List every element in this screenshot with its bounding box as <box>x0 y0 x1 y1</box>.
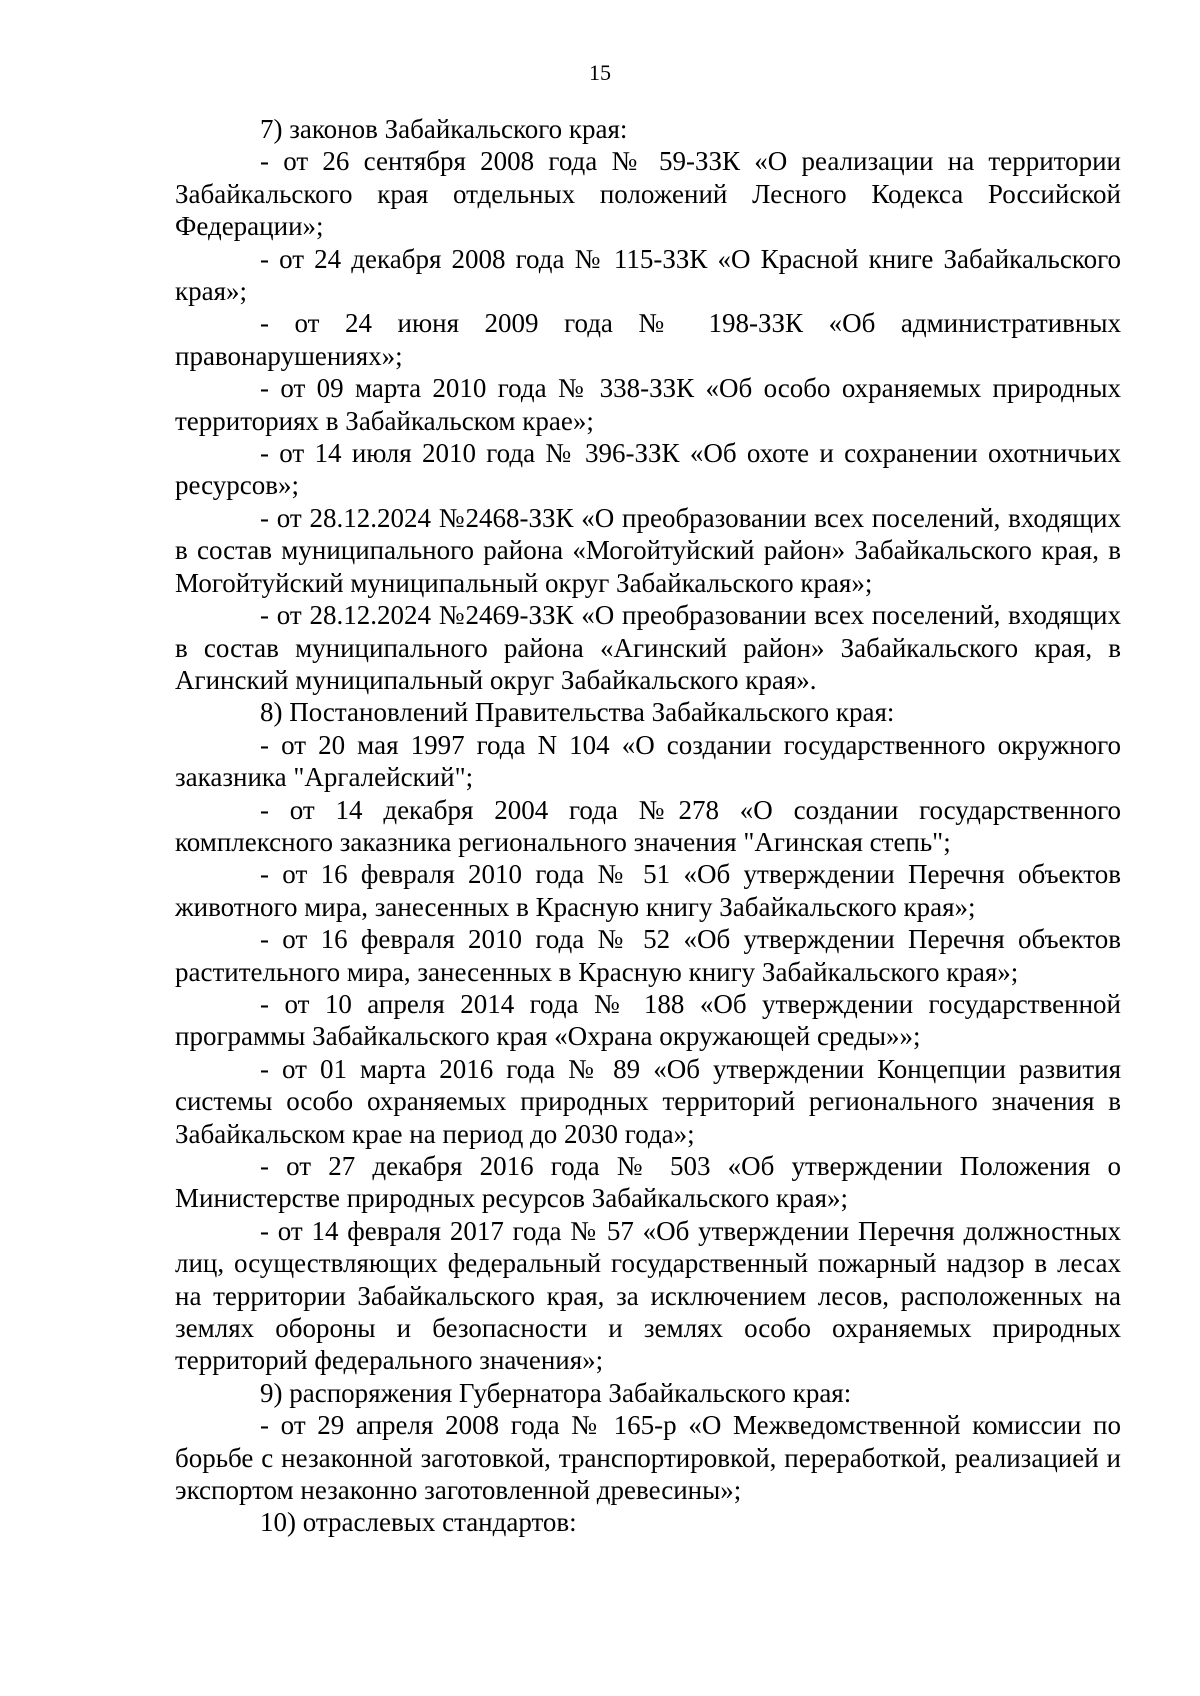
list-item: - от 29 апреля 2008 года № 165-р «О Межведомственной комиссии по борьбе с незаконной заготовкой, транспортировкой, переработкой, реализацией и экспортом незаконно заготовленной древесины»; <box>175 1410 1121 1506</box>
section-heading-laws: 7) законов Забайкальского края: <box>260 114 628 144</box>
list-item: - от 14 июля 2010 года № 396-ЗЗК «Об охоте и сохранении охотничьих ресурсов»; <box>175 438 1121 501</box>
list-item: - от 09 марта 2010 года № 338-ЗЗК «Об особо охраняемых природных территориях в Забайкальском крае»; <box>175 373 1121 436</box>
list-item: - от 14 декабря 2004 года №278 «О создании государственного комплексного заказника регионального значения "Агинская степь"; <box>175 794 1121 857</box>
list-item: - от 27 декабря 2016 года № 503 «Об утверждении Положения о Министерстве природных ресурсов Забайкальского края»; <box>175 1151 1121 1214</box>
list-item: - от 28.12.2024 №2469-ЗЗК «О преобразовании всех поселений, входящих в состав муниципального района «Агинский район» Забайкальского края, в Агинский муниципальный округ Забайкальского края». <box>175 600 1121 695</box>
list-item: - от 01 марта 2016 года № 89 «Об утверждении Концепции развития системы особо охраняемых природных территорий регионального значения в Забайкальском крае на период до 2030 года»; <box>175 1053 1121 1149</box>
list-item: - от 24 июня 2009 года № 198-ЗЗК «Об административных правонарушениях»; <box>175 308 1121 371</box>
section-heading-industry-standards: 10) отраслевых стандартов: <box>260 1507 577 1538</box>
list-item: - от 14 февраля 2017 года № 57 «Об утверждении Перечня должностных лиц, осуществляющих федеральный государственный пожарный надзор в лесах на территории Забайкальского края, за исключением лесов, расположенных на землях обороны и безопасности и землях особо охраняемых природных территорий федерального значения»; <box>175 1215 1121 1376</box>
list-item: - от 26 сентября 2008 года № 59-ЗЗК «О реализации на территории Забайкальского края отдельных положений Лесного Кодекса Российской Федерации»; <box>175 146 1121 242</box>
list-item: - от 16 февраля 2010 года № 52 «Об утверждении Перечня объектов растительного мира, занесенных в Красную книгу Забайкальского края»; <box>175 924 1121 987</box>
document-body <box>175 113 1121 1539</box>
list-item: - от 24 декабря 2008 года № 115-ЗЗК «О Красной книге Забайкальского края»; <box>175 243 1121 307</box>
list-item: - от 10 апреля 2014 года № 188 «Об утверждении государственной программы Забайкальского края «Охрана окружающей среды»»; <box>175 988 1121 1052</box>
section-heading-resolutions: 8) Постановлений Правительства Забайкальского края: <box>260 697 895 728</box>
list-item: - от 20 мая 1997 года N 104 «О создании государственного окружного заказника "Аргалейский"; <box>175 729 1121 793</box>
section-heading-governor-orders: 9) распоряжения Губернатора Забайкальского края: <box>260 1377 852 1408</box>
list-item: - от 16 февраля 2010 года № 51 «Об утверждении Перечня объектов животного мира, занесенных в Красную книгу Забайкальского края»; <box>175 859 1121 922</box>
page-number: 15 <box>589 60 611 85</box>
list-item: - от 28.12.2024 №2468-ЗЗК «О преобразовании всех поселений, входящих в состав муниципального района «Могойтуйский район» Забайкальского края, в Могойтуйский муниципальный округ Забайкальского края»; <box>175 502 1121 598</box>
